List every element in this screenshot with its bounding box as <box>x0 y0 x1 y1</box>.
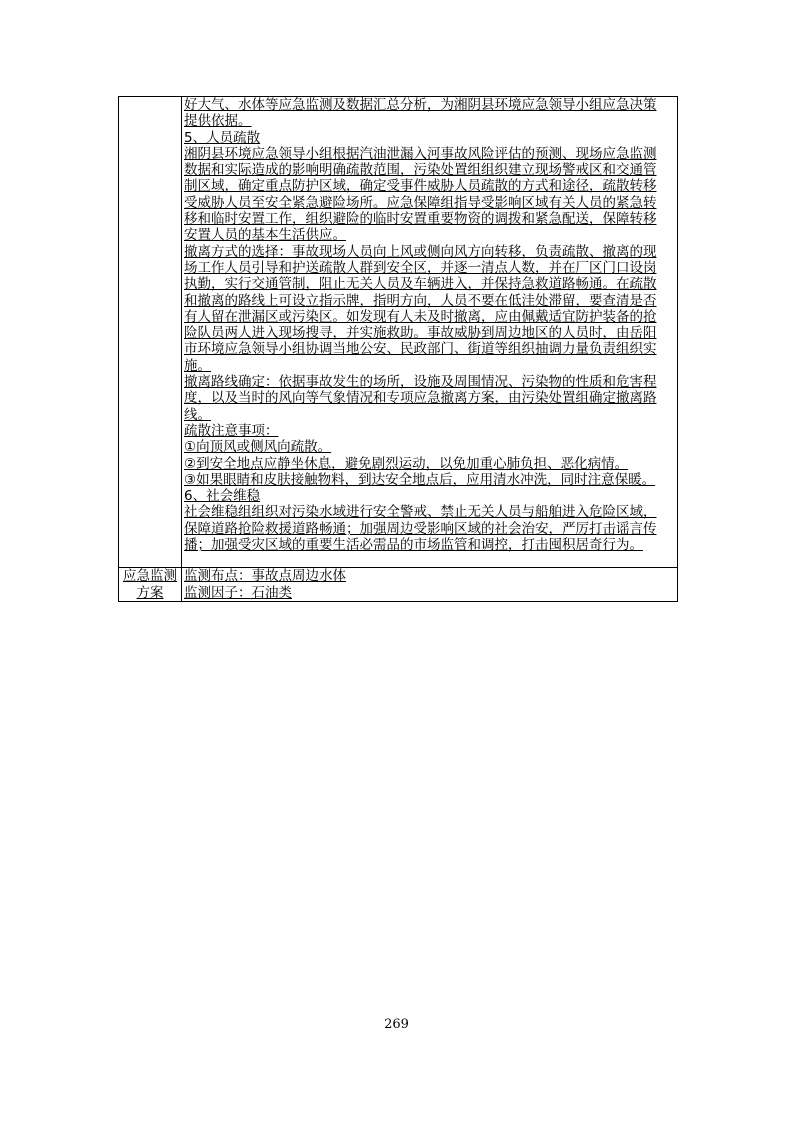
content-row <box>119 97 678 568</box>
content-line: 度，以及当时的风向等气象情况和专项应急撤离方案，由污染处置组确定撤离路 <box>184 390 657 407</box>
content-line: ③如果眼睛和皮肤接触物料，到达安全地点后，应用清水冲洗，同时注意保暖。 <box>184 471 656 488</box>
document-table <box>118 96 678 602</box>
content-line: 数据和实际造成的影响明确疏散范围，污染处置组组织建立现场警戒区和交通管 <box>184 162 657 179</box>
content-line: 制区域，确定重点防护区域，确定受事件威胁人员疏散的方式和途径，疏散转移 <box>184 178 657 195</box>
content-line: 保障道路抢险救援道路畅通；加强周边受影响区域的社会治安，严厉打击谣言传 <box>184 520 657 537</box>
content-line: 播；加强受灾区域的重要生活必需品的市场监管和调控，打击囤积居奇行为。 <box>184 537 643 554</box>
content-line: 撤离方式的选择：事故现场人员向上风或侧向风方向转移，负责疏散、撤离的现 <box>184 243 657 260</box>
content-line: 疏散注意事项： <box>184 422 279 439</box>
content-line: ②到安全地点应静坐休息，避免剧烈运动，以免加重心肺负担、恶化病情。 <box>184 455 629 472</box>
content-line: 撤离路线确定：依据事故发生的场所，设施及周围情况、污染物的性质和危害程 <box>184 374 657 391</box>
content-line: 线。 <box>184 406 211 423</box>
content-line: 湘阴县环境应急领导小组根据汽油泄漏入河事故风险评估的预测、现场应急监测 <box>184 145 657 162</box>
monitoring-label-line2: 方案 <box>136 584 164 601</box>
content-line: 险队员两人进入现场搜寻，并实施救助。事故威胁到周边地区的人员时，由岳阳 <box>184 325 657 342</box>
content-line: 移和临时安置工作，组织避险的临时安置重要物资的调拨和紧急配送，保障转移 <box>184 211 657 228</box>
content-line: 市环境应急领导小组协调当地公安、民政部门、街道等组织抽调力量负责组织实 <box>184 341 657 358</box>
monitoring-point: 监测布点：事故点周边水体 <box>184 568 346 585</box>
content-line: 6、社会维稳 <box>184 488 261 505</box>
content-line: 提供依据。 <box>184 113 252 130</box>
content-line: 有人留在泄漏区或污染区。如发现有人未及时撤离，应由佩戴适宜防护装备的抢 <box>184 308 657 325</box>
monitoring-content-cell <box>182 568 678 602</box>
content-line: 和撤离的路线上可设立指示牌，指明方向，人员不要在低洼处滞留，要查清是否 <box>184 292 657 309</box>
page-number: 269 <box>384 1017 409 1032</box>
monitoring-label-cell <box>119 568 182 602</box>
empty-label-cell <box>119 97 182 568</box>
content-line: ①向顶风或侧风向疏散。 <box>184 439 332 456</box>
content-line: 施。 <box>184 357 211 374</box>
content-line: 好大气、水体等应急监测及数据汇总分析，为湘阴县环境应急领导小组应急决策 <box>184 97 657 113</box>
monitoring-row <box>119 568 678 602</box>
content-line: 安置人员的基本生活供应。 <box>184 227 346 244</box>
content-line: 社会维稳组组织对污染水域进行安全警戒、禁止无关人员与船舶进入危险区域， <box>184 504 657 521</box>
monitoring-label-line1: 应急监测 <box>123 568 177 585</box>
content-line: 5、人员疏散 <box>184 129 261 146</box>
content-cell <box>182 97 678 568</box>
content-line: 执勤，实行交通管制，阻止无关人员及车辆进入，并保持急救道路畅通。在疏散 <box>184 276 657 293</box>
content-line: 场工作人员引导和护送疏散人群到安全区，并逐一清点人数，并在厂区门口设岗 <box>184 259 657 276</box>
content-line: 受威胁人员至安全紧急避险场所。应急保障组指导受影响区域有关人员的紧急转 <box>184 194 657 211</box>
monitoring-factor: 监测因子：石油类 <box>184 584 292 601</box>
